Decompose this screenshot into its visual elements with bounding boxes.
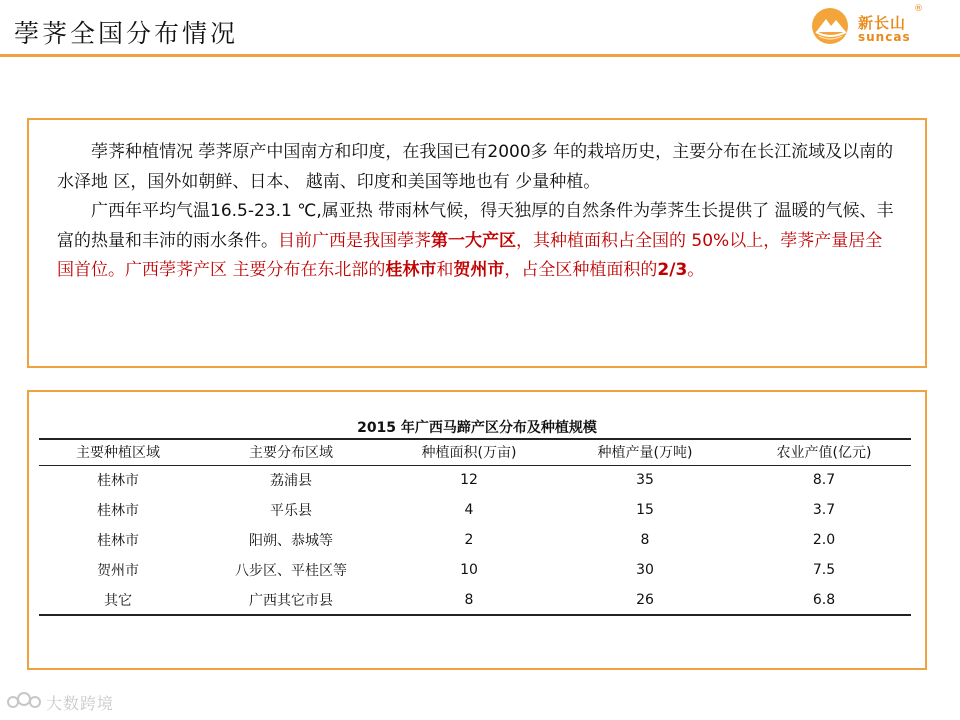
- table-box: [27, 390, 927, 670]
- header-region: 主要种植区域: [76, 445, 160, 462]
- header-district: 主要分布区域: [249, 445, 333, 462]
- cell-value: 7.5: [812, 562, 836, 578]
- cell-area: 2: [464, 532, 474, 548]
- intro-p2-highlight-2: ，其种植面积占全国的 50%以上，荸荠产量居全国首位。广西荸荠产区 主要分布在东北部的: [57, 230, 883, 280]
- cell-value: 8.7: [812, 472, 836, 489]
- intro-p2-highlight-bold-3: 贺州市: [453, 260, 505, 280]
- cell-output: 26: [636, 591, 654, 608]
- header-divider: [0, 54, 960, 57]
- watermark-logo-icon: [6, 690, 42, 712]
- intro-p2-highlight-bold-4: 2/3: [657, 260, 688, 280]
- intro-text: [57, 138, 897, 286]
- header-output: 种植产量(万吨): [597, 445, 693, 462]
- header-area: 种植面积(万亩): [421, 445, 517, 462]
- intro-p2-normal: 广西年平均气温16.5-23.1 ℃,属亚热 带雨林气候，得天独厚的自然条件为荸荠生长提供了 温暖的气候、丰富的热量和丰沛的雨水条件。: [57, 201, 894, 251]
- intro-p2-highlight-3: 和: [436, 260, 454, 280]
- table-row: [39, 465, 911, 495]
- cell-area: 4: [464, 502, 474, 518]
- slide-header: [0, 0, 960, 62]
- cell-region: 其它: [104, 592, 132, 609]
- cell-district: 平乐县: [270, 503, 312, 519]
- cell-output: 35: [636, 472, 654, 489]
- cell-output: 30: [636, 562, 654, 578]
- slide-title: 荸荠全国分布情况: [14, 19, 239, 48]
- watermark-text: 大数跨境: [46, 694, 115, 713]
- cell-district: 荔浦县: [270, 473, 312, 490]
- cell-area: 12: [460, 472, 478, 489]
- intro-paragraph-1: 荸荠种植情况 荸荠原产中国南方和印度，在我国已有2000多 年的栽培历史，主要分布在长江流域及以南的水泽地 区，国外如朝鲜、日本、 越南、印度和美国等地也有 少量种植。: [57, 142, 894, 192]
- intro-p2-highlight-1: 目前广西是我国荸荠: [278, 230, 431, 251]
- table-row: [39, 525, 911, 555]
- logo-registered-mark: ®: [914, 4, 923, 14]
- intro-paragraph-2: [57, 197, 897, 286]
- cell-output: 15: [636, 502, 654, 518]
- cell-area: 8: [464, 591, 474, 608]
- cell-area: 10: [460, 562, 478, 578]
- intro-text-box: [27, 118, 927, 368]
- table-title: 2015 年广西马蹄产区分布及种植规模: [357, 420, 597, 436]
- cell-district: 八步区、平桂区等: [235, 563, 347, 579]
- intro-p2-highlight-5: 。: [687, 260, 705, 280]
- cell-value: 2.0: [812, 532, 836, 548]
- logo-name-en: suncas: [858, 30, 911, 44]
- cell-output: 8: [640, 532, 650, 548]
- company-logo: [810, 6, 955, 48]
- cell-region: 桂林市: [97, 473, 139, 490]
- production-table: [39, 438, 911, 616]
- table-row: [39, 495, 911, 525]
- logo-mark-icon: [810, 6, 852, 46]
- intro-p2-highlight-bold-1: 第一大产区: [431, 230, 516, 251]
- intro-p2-highlight-4: ，占全区种植面积的: [504, 260, 658, 280]
- intro-p2-highlight-bold-2: 桂林市: [385, 260, 437, 280]
- table-row: [39, 555, 911, 585]
- table-header-row: [39, 439, 911, 465]
- cell-district: 阳朔、恭城等: [249, 533, 333, 549]
- cell-value: 3.7: [812, 502, 836, 518]
- logo-name-cn: 新长山: [858, 14, 907, 32]
- cell-region: 贺州市: [97, 563, 139, 579]
- table-row: [39, 585, 911, 615]
- cell-district: 广西其它市县: [249, 592, 333, 609]
- header-value: 农业产值(亿元): [776, 445, 872, 462]
- table-wrapper: [39, 438, 911, 616]
- cell-region: 桂林市: [97, 503, 139, 519]
- cell-region: 桂林市: [97, 533, 139, 549]
- cell-value: 6.8: [812, 591, 836, 608]
